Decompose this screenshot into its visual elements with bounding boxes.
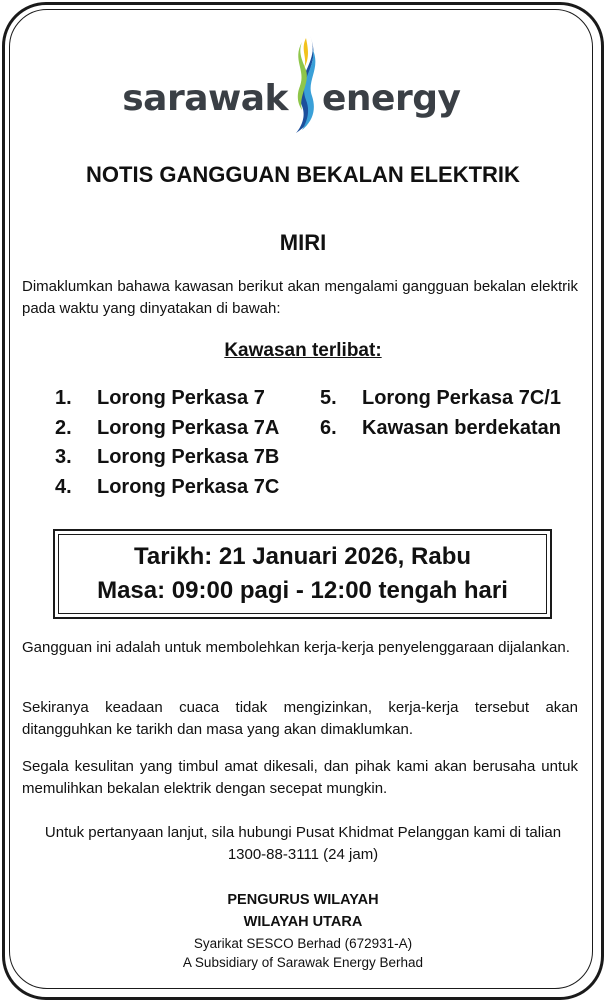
outage-date: Tarikh: 21 Januari 2026, Rabu xyxy=(133,543,472,570)
signature-region: WILAYAH UTARA xyxy=(243,914,363,930)
reason-paragraph: Gangguan ini adalah untuk membolehkan kerja-kerja penyelenggaraan dijalankan. xyxy=(22,639,570,656)
area-item: 2. Lorong Perkasa 7A xyxy=(55,416,280,439)
areas-list-right xyxy=(320,384,561,443)
notice-title: NOTIS GANGGUAN BEKALAN ELEKTRIK xyxy=(86,162,520,187)
signature-company: Syarikat SESCO Berhad (672931-A) xyxy=(193,936,413,951)
notice-location: MIRI xyxy=(279,230,327,255)
schedule-box xyxy=(53,529,552,619)
area-item: 5. Lorong Perkasa 7C/1 xyxy=(320,387,561,409)
area-item: 4. Lorong Perkasa 7C xyxy=(55,475,280,498)
area-item: 3. Lorong Perkasa 7B xyxy=(55,446,280,468)
schedule-box-inner xyxy=(58,534,547,614)
flame-icon xyxy=(288,34,322,134)
areas-list-left xyxy=(55,384,279,502)
logo-text-sarawak: sarawak xyxy=(122,78,288,119)
signature-subsidiary: A Subsidiary of Sarawak Energy Berhad xyxy=(182,955,424,970)
area-item: 1. Lorong Perkasa 7 xyxy=(55,387,265,409)
area-item: 6. Kawasan berdekatan xyxy=(320,416,561,439)
outage-time: Masa: 09:00 pagi - 12:00 tengah hari xyxy=(97,577,508,604)
contact-info xyxy=(0,822,606,866)
contact-phone: 1300-88-3111 (24 jam) xyxy=(227,846,379,863)
signature-title: PENGURUS WILAYAH xyxy=(227,892,379,908)
weather-paragraph: Sekiranya keadaan cuaca tidak mengizinkan, kerja-kerja tersebut akan ditangguhkan ke tarikh dan masa yang akan dimaklumkan. xyxy=(22,699,578,738)
sarawak-energy-logo xyxy=(0,34,606,134)
areas-heading: Kawasan terlibat: xyxy=(224,340,382,361)
flame-stroke-yellow xyxy=(304,38,308,68)
contact-text: Untuk pertanyaan lanjut, sila hubungi Pusat Khidmat Pelanggan kami di talian xyxy=(44,824,562,841)
logo-text-energy: energy xyxy=(322,78,461,119)
apology-paragraph: Segala kesulitan yang timbul amat dikesali, dan pihak kami akan berusaha untuk memulihkan bekalan elektrik dengan secepat mungkin. xyxy=(22,758,578,797)
intro-paragraph: Dimaklumkan bahawa kawasan berikut akan mengalami gangguan bekalan elektrik pada waktu yang dinyatakan di bawah: xyxy=(22,278,578,317)
